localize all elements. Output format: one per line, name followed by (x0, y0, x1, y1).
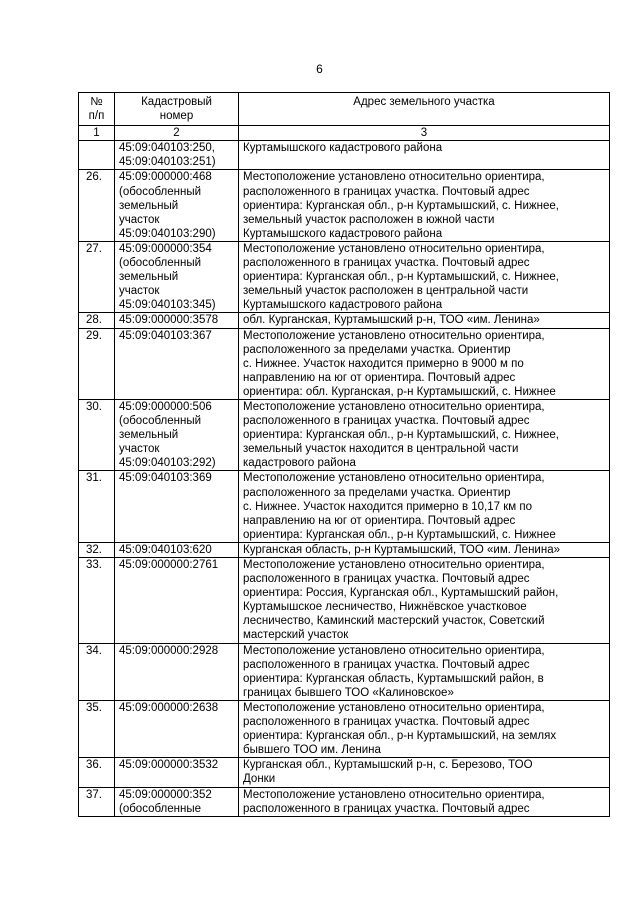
cadastral-number-cell (115, 700, 239, 757)
row-number: 29. (79, 328, 115, 399)
address-line: мастерский участок (243, 629, 349, 642)
address-line: расположенного в границах участка. Почтовый адрес (243, 658, 530, 671)
cadastral-line: 45:09:000000:2761 (119, 559, 219, 571)
address-cell (239, 313, 610, 328)
address-line: расположенного в границах участка. Почтовый адрес (243, 415, 530, 428)
column-numbers-row (79, 126, 610, 141)
address-line: бывшего ТОО им. Ленина (243, 744, 381, 757)
address-line: земельный участок расположен в центральной части (243, 285, 529, 298)
cadastral-line: (обособленные (119, 802, 202, 815)
address-line: расположенного в границах участка. Почтовый адрес (243, 802, 530, 815)
row-number: 26. (79, 170, 115, 241)
address-line: расположенного за пределами участка. Ориентир (243, 486, 511, 499)
address-line: Местоположение установлено относительно ориентира, (243, 559, 545, 571)
cadastral-number-cell (115, 471, 239, 542)
table-row (79, 313, 610, 328)
row-number: 36. (79, 758, 115, 787)
table-body (79, 141, 610, 816)
address-cell (239, 170, 610, 241)
cadastral-line: (обособленный (119, 257, 202, 270)
row-number: 30. (79, 399, 115, 470)
cadastral-line: земельный (119, 271, 179, 284)
address-line: обл. Курганская, Куртамышский р-н, ТОО «им. Ленина» (243, 314, 540, 327)
address-line: ориентира: Курганская обл., р-н Куртамышский, на землях (243, 730, 557, 743)
land-plots-table (78, 92, 610, 817)
column-number: 3 (239, 126, 610, 141)
address-line: расположенного в границах участка. Почтовый адрес (243, 573, 530, 586)
cadastral-line: 45:09:000000:3578 (119, 314, 219, 327)
cadastral-number-cell (115, 399, 239, 470)
row-number: 33. (79, 558, 115, 644)
cadastral-line: 45:09:000000:352 (119, 788, 212, 801)
row-number: 37. (79, 787, 115, 816)
cadastral-number-cell (115, 758, 239, 787)
table-row (79, 558, 610, 644)
cadastral-number-cell (115, 313, 239, 328)
address-line: ориентира: Россия, Курганская обл., Куртамышский район, (243, 587, 559, 600)
address-line: земельный участок расположен в южной части (243, 213, 495, 226)
address-line: с. Нижнее. Участок находится примерно в 9000 м по (243, 357, 524, 370)
cadastral-line: (обособленный (119, 415, 202, 428)
table-row (79, 471, 610, 542)
cadastral-number-cell (115, 170, 239, 241)
address-cell (239, 758, 610, 787)
row-number: 32. (79, 542, 115, 557)
address-line: Куртамышского кадастрового района (243, 142, 443, 155)
address-line: лесничество, Каминский мастерский участок, Советский (243, 615, 545, 628)
table-row (79, 643, 610, 700)
table-row (79, 700, 610, 757)
address-line: направлению на юг от ориентира. Почтовый адрес (243, 371, 516, 384)
row-number: 34. (79, 643, 115, 700)
address-cell (239, 471, 610, 542)
row-number (79, 141, 115, 170)
address-line: Местоположение установлено относительно ориентира, (243, 329, 545, 342)
address-cell (239, 700, 610, 757)
address-line: расположенного за пределами участка. Ориентир (243, 343, 511, 356)
table-header-row (79, 93, 610, 126)
address-line: с. Нижнее. Участок находится примерно в 10,17 км по (243, 500, 532, 513)
address-cell (239, 241, 610, 312)
cadastral-line: 45:09:000000:506 (119, 400, 212, 413)
address-cell (239, 141, 610, 170)
column-number: 1 (79, 126, 115, 141)
cadastral-line: 45:09:000000:3532 (119, 759, 219, 772)
cadastral-line: земельный (119, 199, 179, 212)
cadastral-line: участок (119, 213, 160, 226)
cadastral-line: 45:09:000000:2928 (119, 644, 219, 657)
address-line: Местоположение установлено относительно ориентира, (243, 472, 545, 485)
address-line: Местоположение установлено относительно ориентира, (243, 171, 545, 184)
cadastral-line: 45:09:000000:2638 (119, 701, 219, 714)
address-line: ориентира: Курганская область, Куртамышский район, в (243, 672, 544, 685)
address-line: расположенного в границах участка. Почтовый адрес (243, 257, 530, 270)
address-line: Куртамышское лесничество, Нижнёвское участковое (243, 601, 527, 614)
cadastral-line: 45:09:000000:468 (119, 171, 212, 184)
address-line: направлению на юг от ориентира. Почтовый адрес (243, 514, 516, 527)
cadastral-line: 45:09:000000:354 (119, 242, 212, 255)
address-line: Куртамышского кадастрового района (243, 299, 443, 312)
table-row (79, 399, 610, 470)
address-line: Местоположение установлено относительно ориентира, (243, 788, 545, 801)
table-row (79, 328, 610, 399)
address-line: земельный участок находится в центральной части (243, 443, 519, 456)
address-line: ориентира: Курганская обл., р-н Куртамышский, с. Нижнее, (243, 429, 559, 442)
column-number: 2 (115, 126, 239, 141)
row-number: 35. (79, 700, 115, 757)
cadastral-number-cell (115, 558, 239, 644)
cadastral-line: 45:09:040103:345) (119, 299, 216, 312)
cadastral-line: земельный (119, 429, 179, 442)
address-line: Донки (243, 773, 276, 786)
header-address: Адрес земельного участка (239, 93, 610, 126)
address-line: ориентира: Курганская обл., р-н Куртамышский, с. Нижнее (243, 528, 556, 541)
header-number: № п/п (79, 93, 115, 126)
table-row (79, 241, 610, 312)
cadastral-line: 45:09:040103:369 (119, 472, 212, 485)
cadastral-line: участок (119, 443, 160, 456)
address-line: Курганская обл., Куртамышский р-н, с. Березово, ТОО (243, 759, 533, 772)
cadastral-line: 45:09:040103:250, (119, 142, 215, 155)
row-number: 27. (79, 241, 115, 312)
cadastral-number-cell (115, 141, 239, 170)
address-cell (239, 787, 610, 816)
cadastral-number-cell (115, 787, 239, 816)
cadastral-number-cell (115, 328, 239, 399)
table-row (79, 758, 610, 787)
address-line: расположенного в границах участка. Почтовый адрес (243, 716, 530, 729)
address-cell (239, 399, 610, 470)
cadastral-line: 45:09:040103:292) (119, 457, 216, 470)
address-line: Куртамышского кадастрового района (243, 227, 443, 240)
row-number: 31. (79, 471, 115, 542)
address-line: Местоположение установлено относительно ориентира, (243, 400, 545, 413)
address-line: Местоположение установлено относительно ориентира, (243, 644, 545, 657)
address-line: Местоположение установлено относительно ориентира, (243, 701, 545, 714)
cadastral-line: участок (119, 285, 160, 298)
address-cell (239, 643, 610, 700)
table-row (79, 141, 610, 170)
address-line: Курганская область, р-н Куртамышский, ТОО «им. Ленина» (243, 543, 560, 556)
table-row (79, 542, 610, 557)
address-line: кадастрового района (243, 457, 356, 470)
page-number: 6 (316, 62, 323, 76)
table-row (79, 170, 610, 241)
cadastral-line: 45:09:040103:251) (119, 156, 216, 169)
address-cell (239, 328, 610, 399)
address-cell (239, 542, 610, 557)
cadastral-line: 45:09:040103:367 (119, 329, 212, 342)
table-row (79, 787, 610, 816)
address-line: ориентира: Курганская обл., р-н Куртамышский, с. Нижнее, (243, 199, 559, 212)
address-line: ориентира: Курганская обл., р-н Куртамышский, с. Нижнее, (243, 271, 559, 284)
address-line: ориентира: обл. Курганская, р-н Куртамышский, с. Нижнее (243, 385, 556, 398)
cadastral-number-cell (115, 542, 239, 557)
cadastral-line: 45:09:040103:290) (119, 227, 216, 240)
address-line: границах бывшего ТОО «Калиновское» (243, 686, 454, 699)
cadastral-line: (обособленный (119, 185, 202, 198)
cadastral-number-cell (115, 643, 239, 700)
address-line: расположенного в границах участка. Почтовый адрес (243, 185, 530, 198)
cadastral-number-cell (115, 241, 239, 312)
address-line: Местоположение установлено относительно ориентира, (243, 242, 545, 255)
cadastral-line: 45:09:040103:620 (119, 543, 212, 556)
row-number: 28. (79, 313, 115, 328)
header-cadastral-number: Кадастровый номер (115, 93, 239, 126)
address-cell (239, 558, 610, 644)
